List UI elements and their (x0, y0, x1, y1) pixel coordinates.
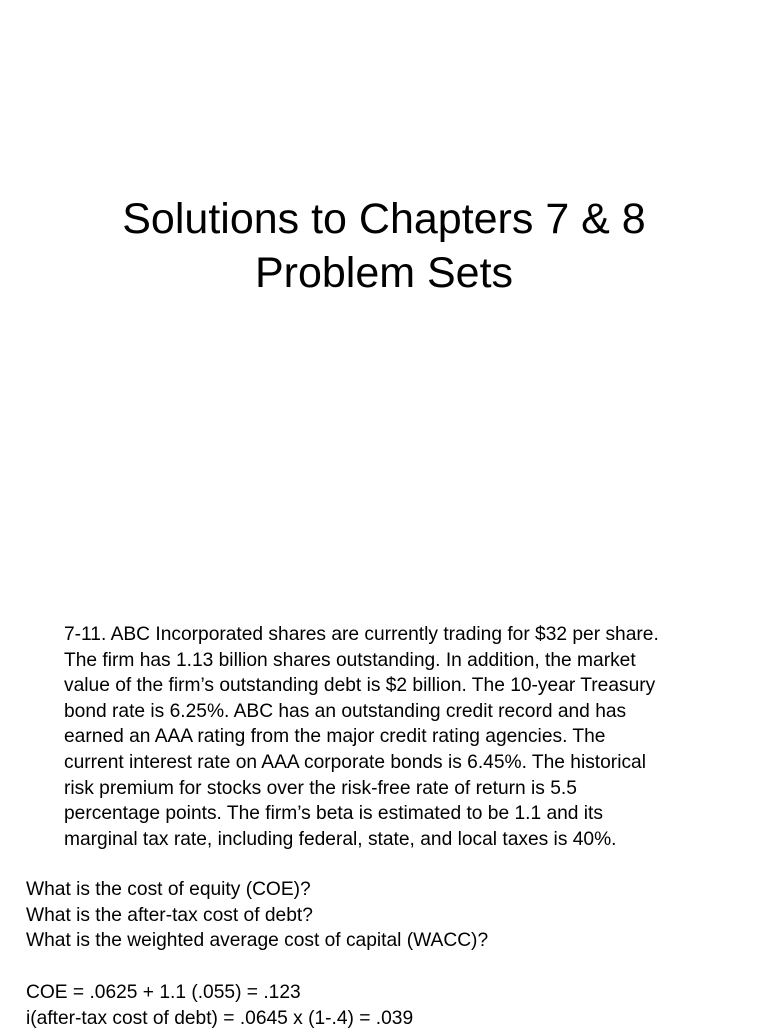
problem-line: The firm has 1.13 billion shares outstanding. In addition, the market (64, 649, 636, 671)
calculation-line: i(after-tax cost of debt) = .0645 x (1-.4) = .039 (26, 1007, 414, 1029)
title-line-2: Problem Sets (254, 249, 514, 297)
calculation-line: COE = .0625 + 1.1 (.055) = .123 (26, 982, 301, 1003)
problem-line: bond rate is 6.25%. ABC has an outstanding credit record and has (64, 700, 627, 722)
question-item: What is the cost of equity (COE)? (26, 879, 311, 900)
questions-list (26, 877, 756, 954)
calculations (26, 980, 756, 1031)
problem-line: 7-11. ABC Incorporated shares are currently trading for $32 per share. (64, 624, 659, 645)
problem-line: value of the firm’s outstanding debt is $2 billion. The 10-year Treasury (64, 675, 656, 697)
problem-line: marginal tax rate, including federal, state, and local taxes is 40%. (64, 828, 617, 850)
page-title (0, 192, 768, 300)
problem-line: risk premium for stocks over the risk-free rate of return is 5.5 (64, 777, 577, 799)
title-line-1: Solutions to Chapters 7 & 8 (122, 195, 646, 243)
problem-line: current interest rate on AAA corporate bonds is 6.45%. The historical (64, 751, 646, 773)
problem-line: earned an AAA rating from the major credit rating agencies. The (64, 726, 606, 748)
problem-statement (64, 622, 754, 852)
question-item: What is the after-tax cost of debt? (26, 904, 313, 926)
question-item: What is the weighted average cost of capital (WACC)? (26, 930, 489, 952)
problem-line: percentage points. The firm’s beta is estimated to be 1.1 and its (64, 803, 603, 825)
